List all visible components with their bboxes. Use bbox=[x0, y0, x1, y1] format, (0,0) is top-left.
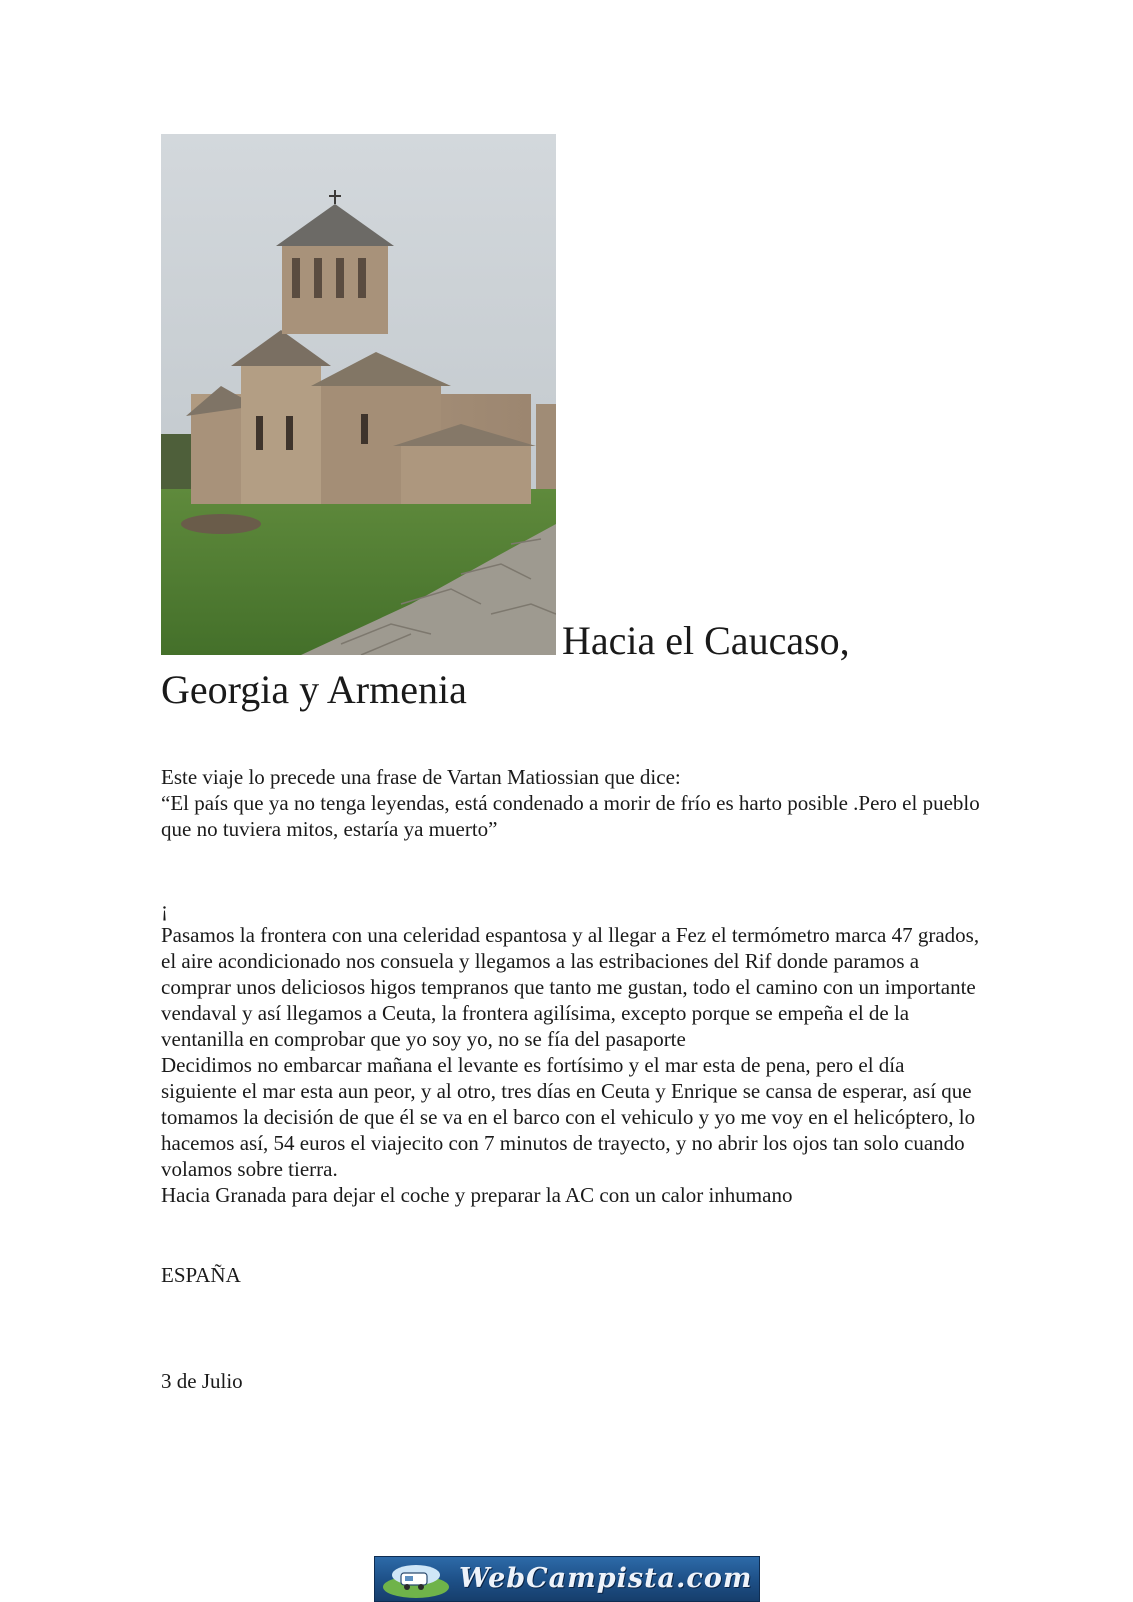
entry-date: 3 de Julio bbox=[161, 1369, 243, 1393]
paragraph: Decidimos no embarcar mañana el levante es fortísimo y el mar esta de pena, pero el día siguiente el mar esta aun peor, y al otro, tres días en Ceuta y Enrique se cansa de esperar, así que tomamos la decisión de que él se va en el barco con el vehiculo y yo me voy en el helicóptero, lo hacemos así, 54 euros el viajecito con 7 minutos de trayecto, y no abrir los ojos tan solo cuando volamos sobre tierra. bbox=[161, 1053, 976, 1181]
title-line-1: Hacia el Caucaso, bbox=[562, 618, 850, 663]
intro-quote: “El país que ya no tenga leyendas, está condenado a morir de frío es harto posible .Pero el pueblo que no tuviera mitos, estaría ya muerto” bbox=[161, 791, 980, 841]
webcampista-banner[interactable] bbox=[374, 1556, 760, 1602]
camper-logo-icon bbox=[381, 1563, 451, 1599]
paragraph: Hacia Granada para dejar el coche y preparar la AC con un calor inhumano bbox=[161, 1183, 793, 1207]
church-photo bbox=[161, 134, 556, 655]
paragraph: Pasamos la frontera con una celeridad espantosa y al llegar a Fez el termómetro marca 47 grados, el aire acondicionado nos consuela y llegamos a las estribaciones del Rif donde paramos a comprar unos deliciosos higos tempranos que tanto me gustan, todo el camino con un importante vendaval y así llegamos a Ceuta, la frontera agilísima, excepto porque se empeña el de la ventanilla en comprobar que yo soy yo, no se fía del pasaporte bbox=[161, 923, 980, 1051]
intro-lead: Este viaje lo precede una frase de Vartan Matiossian que dice: bbox=[161, 765, 681, 789]
inverted-exclamation: ¡ bbox=[161, 897, 168, 921]
narrative bbox=[161, 922, 981, 1208]
title-line-2: Georgia y Armenia bbox=[161, 667, 467, 712]
section-heading: ESPAÑA bbox=[161, 1263, 241, 1287]
brand-name: WebCampista.com bbox=[459, 1563, 753, 1594]
